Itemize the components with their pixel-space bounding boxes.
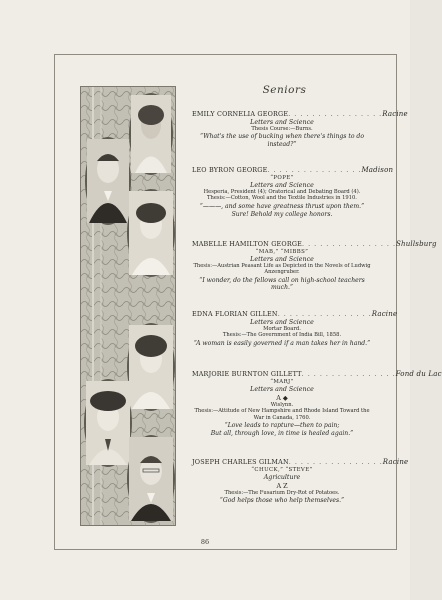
course: Letters and Science xyxy=(250,182,314,189)
course: Letters and Science xyxy=(250,319,314,326)
portrait-joseph-gilman xyxy=(127,435,175,523)
course: Letters and Science xyxy=(250,119,314,126)
hometown: Madison xyxy=(361,166,394,174)
portrait-edna-gillen xyxy=(127,323,175,411)
student-name: MABELLE HAMILTON GEORGE xyxy=(192,240,302,248)
hometown: Shullsburg xyxy=(395,240,437,248)
thesis: Thesis:—The Fusarium Dry-Rot of Potatoes. xyxy=(224,490,340,496)
senior-entry xyxy=(192,166,394,219)
quote: “What's the use of bucking when there's things to do instead?” xyxy=(200,133,364,148)
nickname: “POPE” xyxy=(270,175,294,181)
quote: “———, and some have greatness thrust upon them.” xyxy=(199,202,365,210)
course: Agriculture xyxy=(263,474,301,481)
senior-entry xyxy=(192,370,442,438)
portrait-mabelle-george xyxy=(127,189,175,277)
leader-dots: . . . . . . . . . . . . . . . . xyxy=(288,110,383,118)
student-name: MARJORIE BURNTON GILLETT xyxy=(192,370,302,378)
thesis: Thesis:—The Government of India Bill, 1858. xyxy=(222,332,342,339)
portrait-emily-george xyxy=(129,93,173,175)
activities: Hesperia, President (4); Oratorical and Debating Board (4). xyxy=(203,189,361,195)
nickname: “CHUCK,” “STEVE” xyxy=(251,467,313,473)
thesis: Thesis Course:—Burns. xyxy=(251,126,313,132)
quote: “God helps those who help themselves.” xyxy=(219,497,345,505)
course: Letters and Science xyxy=(250,386,314,393)
quote-line-2: But all, through love, in time is healed again.” xyxy=(210,430,354,438)
leader-dots: . . . . . . . . . . . . . . . . xyxy=(267,166,362,174)
section-title: Seniors xyxy=(262,84,307,96)
nickname: “MAB,” “MIBBS” xyxy=(255,249,309,255)
fraternity-symbol: A ◆ xyxy=(276,394,288,402)
fraternity-symbol: A Z xyxy=(276,482,288,490)
senior-entry xyxy=(192,110,408,148)
course: Letters and Science xyxy=(250,256,314,263)
leader-dots: . . . . . . . . . . . . . . . . xyxy=(302,240,396,248)
quote: “I wonder, do the fellows call on high-school teachers much.” xyxy=(199,276,365,292)
thesis: Thesis:—Cotton, Wool and the Textile Industries in 1910. xyxy=(207,195,357,202)
activities: Wislynn. xyxy=(270,402,294,408)
hometown: Racine xyxy=(382,458,409,466)
student-name: EMILY CORNELIA GEORGE xyxy=(192,110,289,118)
activities: Mortar Board. xyxy=(263,326,301,332)
hometown: Racine xyxy=(382,110,408,118)
leader-dots: . . . . . . . . . . . . . . . . xyxy=(301,370,396,378)
hometown: Racine xyxy=(371,310,398,318)
hometown: Fond du Lac xyxy=(395,370,442,378)
nickname: “MARJ” xyxy=(270,379,294,385)
quote: “A woman is easily governed if a man takes her in hand.” xyxy=(193,339,371,347)
senior-entry xyxy=(192,310,398,347)
leader-dots: . . . . . . . . . . . . . . . . xyxy=(288,458,383,466)
thesis: Thesis:—Austrian Peasant Life as Depicted in the Novels of Ludwig Anzengruber. xyxy=(193,263,371,276)
page-number: 86 xyxy=(200,538,210,546)
student-name: LEO BYRON GEORGE xyxy=(192,166,268,174)
student-name: JOSEPH CHARLES GILMAN xyxy=(192,458,289,466)
quote: “Love leads to rapture—then to pain; xyxy=(224,422,340,430)
portrait-marjorie-gillett xyxy=(84,379,132,467)
portrait-leo-george xyxy=(85,137,131,225)
senior-entry xyxy=(192,240,437,292)
thesis: Thesis:—Attitude of New Hampshire and Rhode Island Toward the War in Canada, 1760. xyxy=(194,408,370,421)
student-name: EDNA FLORIAN GILLEN xyxy=(192,310,278,318)
senior-entry xyxy=(192,458,409,505)
portrait-column xyxy=(80,86,176,526)
quote-line-2: Sure! Behold my college honors. xyxy=(231,211,333,219)
leader-dots: . . . . . . . . . . . . . . . . xyxy=(277,310,372,318)
